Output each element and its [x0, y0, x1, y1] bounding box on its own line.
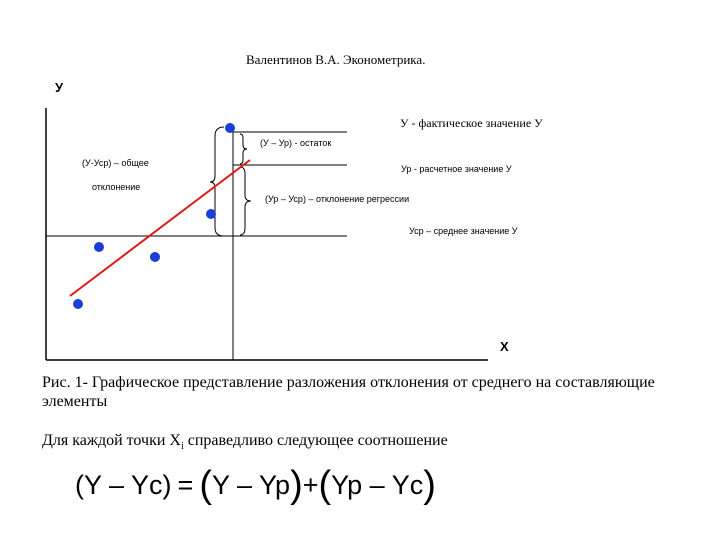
- statement-subscript: i: [180, 441, 184, 453]
- residual-brace: [240, 134, 247, 164]
- data-point: [206, 209, 216, 219]
- data-point: [150, 252, 160, 262]
- figure-caption: Рис. 1- Графическое представление разложения отклонения от среднего на составляющие элементы: [42, 374, 655, 410]
- regression-deviation-label: (Ур – Уср) – отклонение регрессии: [265, 194, 410, 204]
- formula-plus: +: [302, 470, 319, 500]
- statement-tail: справедливо следующее соотношение: [183, 432, 448, 449]
- statement-main: Для каждой точки X: [42, 432, 181, 449]
- formula-paren-close-1: ): [290, 464, 303, 506]
- residual-label: (У – Ур) - остаток: [260, 138, 332, 148]
- formula-paren-open-1: (: [199, 464, 212, 506]
- data-point: [73, 299, 83, 309]
- total-deviation-label: (У-Уср) – общее: [82, 158, 149, 168]
- formula-equals: =: [177, 470, 194, 500]
- total-deviation-label-line2: отклонение: [92, 182, 141, 192]
- x-axis-label: Х: [500, 339, 509, 354]
- data-point: [94, 242, 104, 252]
- mean-value-label: Уср – среднее значение У: [409, 226, 518, 236]
- formula-term-residual: Y – Yp: [211, 470, 291, 500]
- regression-brace: [240, 167, 251, 235]
- header-title: Валентинов В.А. Эконометрика.: [246, 52, 426, 67]
- data-point: [225, 123, 235, 133]
- formula-paren-open-2: (: [318, 464, 332, 506]
- formula-paren-close-2: ): [423, 464, 436, 506]
- formula-lhs: (Y – Yc): [75, 470, 172, 500]
- statement-text: [42, 432, 448, 452]
- decomposition-formula: [75, 464, 436, 506]
- actual-value-label: У - фактическое значение У: [400, 116, 543, 130]
- y-axis-label: У: [55, 80, 64, 95]
- formula-term-regression: Yp – Yc: [331, 470, 424, 500]
- predicted-value-label: Ур - расчетное значение У: [401, 164, 512, 174]
- regression-line: [70, 160, 250, 296]
